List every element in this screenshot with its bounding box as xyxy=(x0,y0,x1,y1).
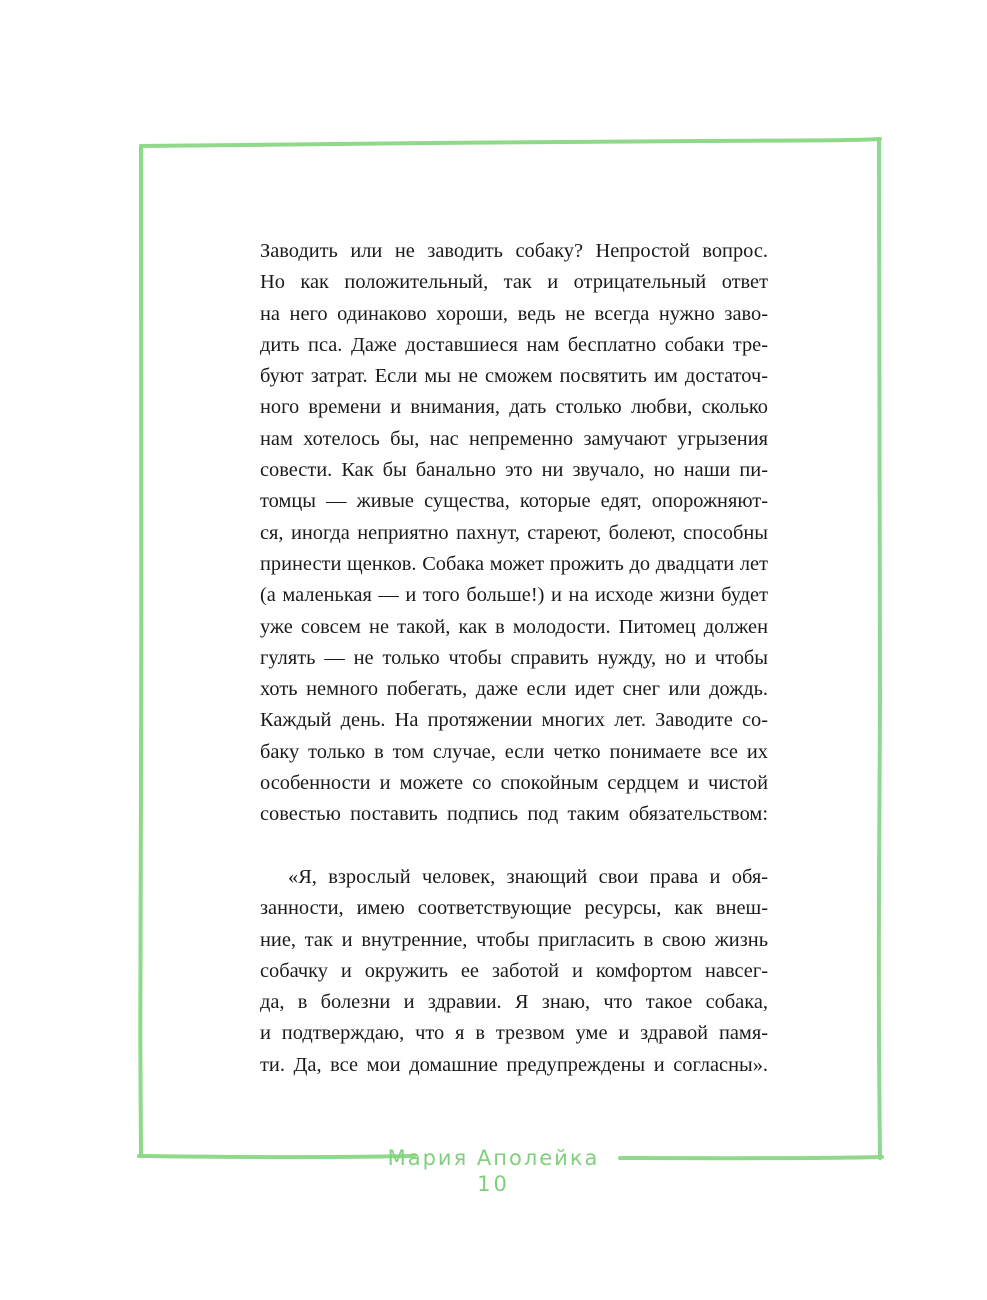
text-line: Каждый день. На протяжении многих лет. Заводите со- xyxy=(260,709,768,732)
main-text xyxy=(260,236,768,1081)
text-line: совести. Как бы банально это ни звучало, но наши пи- xyxy=(260,459,768,482)
text-line: ние, так и внутренние, чтобы пригласить в свою жизнь xyxy=(260,928,768,951)
text-line: хоть немного побегать, даже если идет снег или дождь. xyxy=(260,678,768,701)
text-line: принести щенков. Собака может прожить до двадцати лет xyxy=(260,552,768,575)
paragraph-gap xyxy=(260,831,768,862)
paragraph-1 xyxy=(260,236,768,831)
text-line: буют затрат. Если мы не сможем посвятить им достаточ- xyxy=(260,365,768,388)
text-line: собачку и окружить ее заботой и комфортом навсег- xyxy=(260,959,768,982)
text-line: «Я, взрослый человек, знающий свои права и обя- xyxy=(288,865,768,888)
text-line: гулять — не только чтобы справить нужду, но и чтобы xyxy=(260,646,768,669)
text-line: уже совсем не такой, как в молодости. Питомец должен xyxy=(260,615,768,638)
text-line: баку только в том случае, если четко понимаете все их xyxy=(260,740,768,763)
text-line: ти. Да, все мои домашние предупреждены и согласны». xyxy=(260,1053,768,1076)
text-line: (а маленькая — и того больше!) и на исходе жизни будет xyxy=(260,584,768,607)
text-line: ся, иногда неприятно пахнут, стареют, болеют, способны xyxy=(260,521,768,544)
frame-top-edge xyxy=(141,139,880,146)
text-line: ного времени и внимания, дать столько любви, сколько xyxy=(260,396,768,419)
page-number: 10 xyxy=(477,1172,510,1196)
text-line: дить пса. Даже доставшиеся нам бесплатно собаки тре- xyxy=(260,333,768,356)
text-line: нам хотелось бы, нас непременно замучают угрызения xyxy=(260,427,768,450)
paragraph-2 xyxy=(260,862,768,1081)
text-line: томцы — живые существа, которые едят, опорожняют- xyxy=(260,490,768,513)
text-line: Заводить или не заводить собаку? Непростой вопрос. xyxy=(260,240,768,262)
frame-left-edge xyxy=(140,146,141,1156)
text-line: совестью поставить подпись под таким обязательством: xyxy=(260,803,768,826)
text-line: да, в болезни и здравии. Я знаю, что такое собака, xyxy=(260,991,768,1014)
frame-right-edge xyxy=(879,140,881,1158)
text-line: на него одинаково хороши, ведь не всегда нужно заво- xyxy=(260,302,768,325)
text-line: и подтверждаю, что я в трезвом уме и здравой памя- xyxy=(260,1022,768,1045)
text-line: занности, имею соответствующие ресурсы, как внеш- xyxy=(260,897,768,920)
text-line: особенности и можете со спокойным сердцем и чистой xyxy=(260,772,768,795)
text-line: Но как положительный, так и отрицательный ответ xyxy=(260,271,768,294)
footer-author-name: Мария Аполейка xyxy=(387,1146,600,1170)
